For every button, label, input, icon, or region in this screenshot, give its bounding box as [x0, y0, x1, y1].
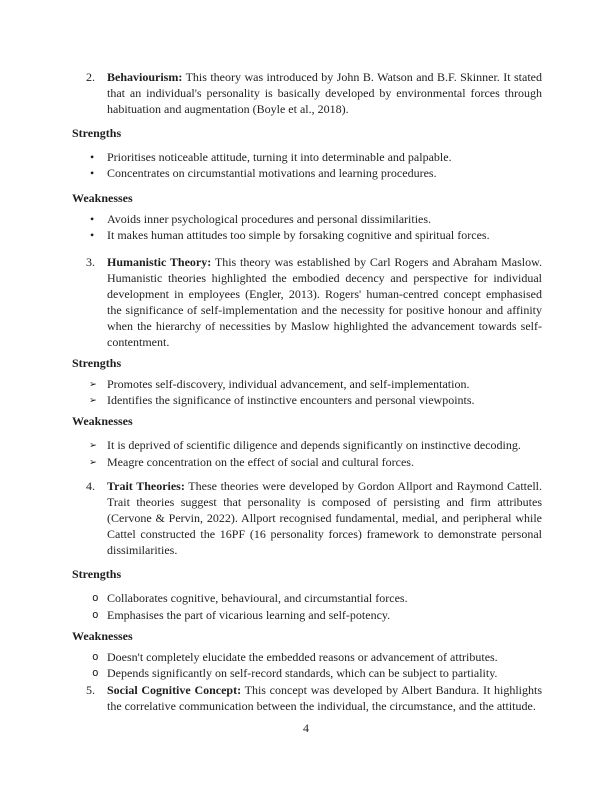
weaknesses-heading-trait: Weaknesses: [72, 629, 133, 644]
list-item: [72, 649, 542, 665]
list-item: [72, 149, 542, 165]
page-number: 4: [303, 721, 309, 735]
theory-item-behaviourism: [72, 69, 542, 117]
bullet-text: Meagre concentration on the effect of social and cultural forces.: [107, 454, 414, 469]
list-item-number: 3.: [86, 254, 95, 269]
bullet-text: Identifies the significance of instinctive encounters and personal viewpoints.: [107, 393, 475, 408]
theory-body: These theories were developed by Gordon Allport and Raymond Cattell. Trait theories suggest that personality is composed of persisting and firm attributes (Cervone & Pervin, 2022). Allport recognised fundamental, medial, and peripheral while Cattel constructed the 16PF (16 personality forces) framework to demonstrate personal dissimilarities.: [107, 479, 542, 558]
strengths-list-humanistic: [72, 376, 542, 409]
list-item: [72, 165, 542, 181]
arrowhead-bullet-icon: ➢: [89, 440, 97, 452]
list-item: [72, 665, 542, 681]
circle-bullet-icon: o: [92, 666, 99, 680]
list-item: [72, 437, 542, 453]
theory-item-social-cognitive: [72, 682, 542, 714]
weaknesses-list-trait: [72, 649, 542, 682]
theory-body: This concept was developed by Albert Bandura. It highlights the correlative communication between the individual, the circumstance, and the attitude.: [107, 682, 543, 713]
weaknesses-list-humanistic: [72, 437, 542, 470]
bullet-text: Emphasises the part of vicarious learning and self-potency.: [107, 607, 391, 622]
weaknesses-heading-behaviourism: Weaknesses: [72, 190, 133, 205]
bullet-text: Depends significantly on self-record standards, which can be subject to partiality.: [107, 666, 498, 681]
theory-item-trait: [72, 478, 542, 558]
circle-bullet-icon: o: [92, 607, 99, 621]
list-item: [72, 376, 542, 392]
disc-bullet-icon: •: [90, 228, 95, 243]
page-content: [72, 69, 542, 714]
list-item: [72, 392, 542, 408]
circle-bullet-icon: o: [92, 591, 99, 605]
strengths-heading-behaviourism: Strengths: [72, 126, 122, 140]
list-item-number: 2.: [86, 70, 95, 84]
disc-bullet-icon: •: [90, 150, 95, 164]
bullet-text: It is deprived of scientific diligence and depends significantly on instinctive decoding.: [107, 438, 521, 453]
bullet-text: It makes human attitudes too simple by forsaking cognitive and spiritual forces.: [107, 228, 490, 243]
arrowhead-bullet-icon: ➢: [89, 456, 97, 468]
bullet-text: Promotes self-discovery, individual advancement, and self-implementation.: [107, 376, 470, 391]
list-item: [72, 211, 542, 227]
disc-bullet-icon: •: [90, 166, 95, 181]
arrowhead-bullet-icon: ➢: [89, 378, 97, 390]
bullet-text: Concentrates on circumstantial motivations and learning procedures.: [107, 166, 437, 181]
bullet-text: Doesn't completely elucidate the embedded reasons or advancement of attributes.: [107, 650, 498, 665]
strengths-heading-trait: Strengths: [72, 567, 122, 582]
weaknesses-list-behaviourism: [72, 211, 542, 244]
list-item: [72, 590, 542, 606]
list-item: [72, 454, 542, 470]
theory-title: Trait Theories:: [107, 479, 185, 494]
list-item-number: 5.: [86, 682, 95, 697]
theory-item-humanistic: [72, 254, 542, 350]
bullet-text: Avoids inner psychological procedures and personal dissimilarities.: [107, 211, 432, 226]
theory-title: Social Cognitive Concept:: [107, 682, 242, 697]
theory-title: Humanistic Theory:: [107, 254, 212, 269]
weaknesses-heading-humanistic: Weaknesses: [72, 414, 133, 429]
list-item: [72, 227, 542, 243]
theory-body: This theory was established by Carl Rogers and Abraham Maslow. Humanistic theories highlighted the embodied decency and perspective for individual development in employees (Engler, 2013). Rogers' human-centred concept emphasised the significance of self-implementation and the necessity for positive honour and affinity when the hierarchy of necessities by Maslow highlighted the advancement towards self-contentment.: [107, 254, 543, 349]
bullet-text: Prioritises noticeable attitude, turning it into determinable and palpable.: [107, 150, 452, 164]
arrowhead-bullet-icon: ➢: [89, 395, 97, 407]
theory-title: Behaviourism:: [107, 70, 183, 84]
bullet-text: Collaborates cognitive, behavioural, and circumstantial forces.: [107, 591, 408, 606]
list-item-number: 4.: [86, 479, 95, 494]
theory-body: This theory was introduced by John B. Watson and B.F. Skinner. It stated that an individual's personality is basically developed by environmental forces through habituation and augmentation (Boyle et al., 2018).: [107, 70, 542, 116]
list-item: [72, 607, 542, 623]
circle-bullet-icon: o: [92, 650, 99, 664]
strengths-list-behaviourism: [72, 149, 542, 182]
disc-bullet-icon: •: [90, 211, 95, 226]
strengths-list-trait: [72, 590, 542, 623]
strengths-heading-humanistic: Strengths: [72, 355, 122, 370]
